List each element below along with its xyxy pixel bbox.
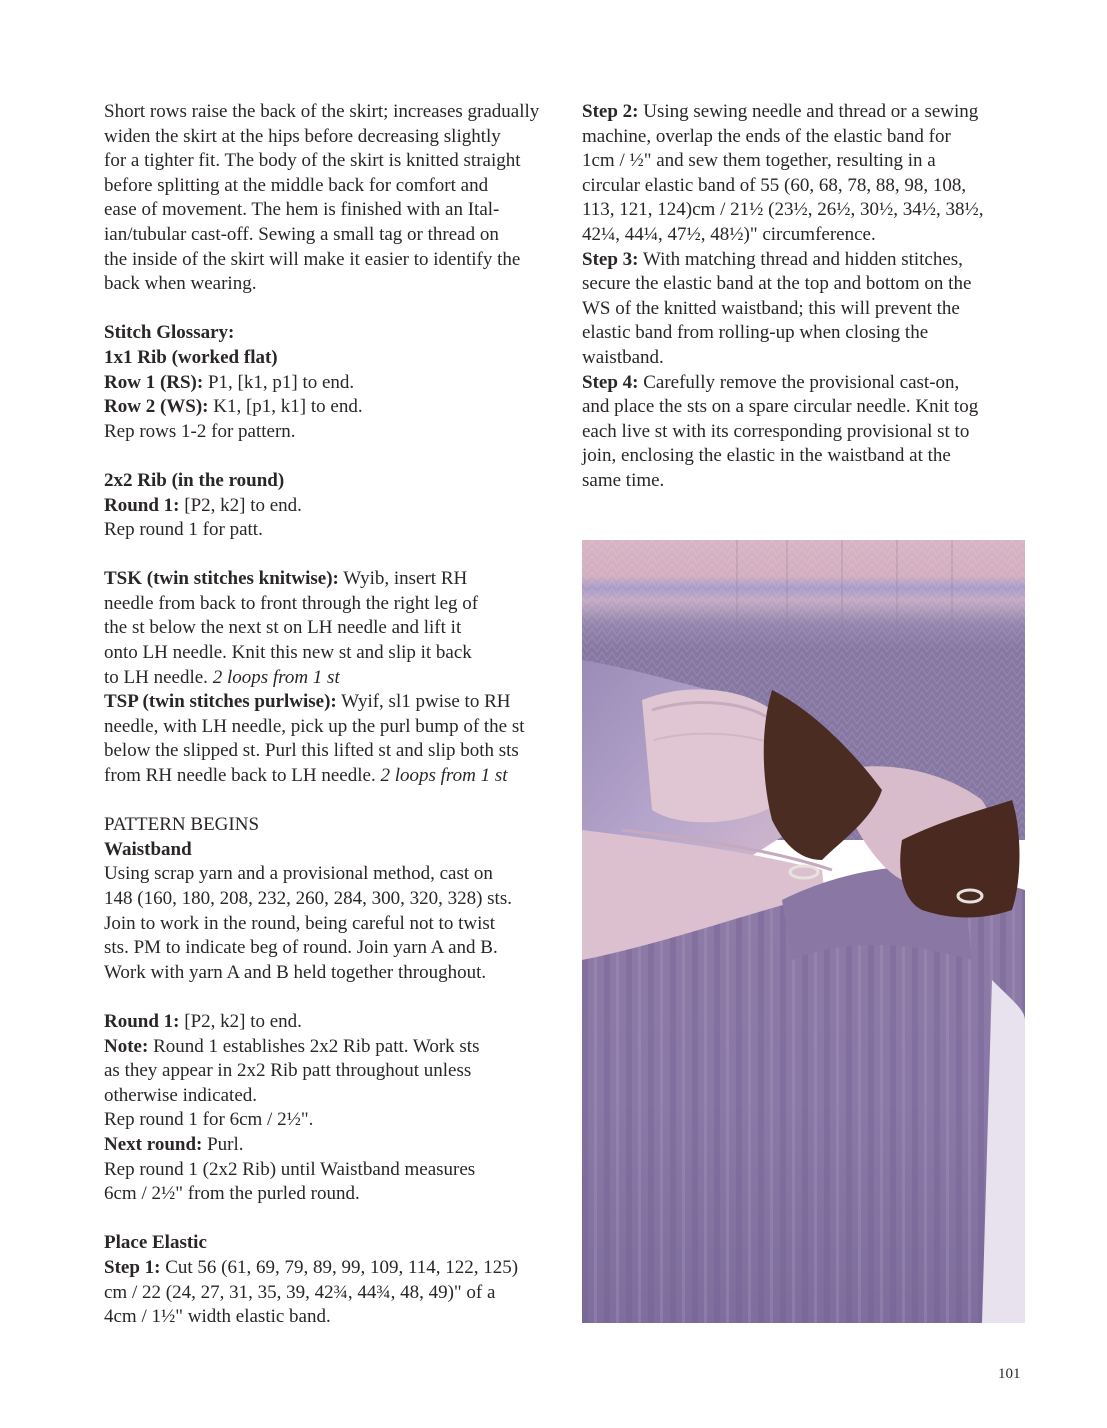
intro-line: the inside of the skirt will make it easier to identify the <box>104 248 521 270</box>
repeat-6cm-text: Rep round 1 for 6cm / 2½". <box>104 1109 314 1131</box>
tsk-note: 2 loops from 1 st <box>212 666 340 688</box>
rib2x2-round1-text: [P2, k2] to end. <box>179 494 302 516</box>
intro-line: ian/tubular cast-off. Sewing a small tag or thread on <box>104 223 499 245</box>
row1-label: Row 1 (RS): <box>104 371 204 393</box>
right-column <box>582 100 1027 494</box>
intro-paragraph <box>104 100 554 297</box>
step2-text: 42¼, 44¼, 47½, 48½)" circumference. <box>582 223 876 245</box>
pattern-begins-heading: PATTERN BEGINS <box>104 814 260 836</box>
repeat-until-text: 6cm / 2½" from the purled round. <box>104 1183 360 1205</box>
waistband-text: Using scrap yarn and a provisional method, cast on <box>104 863 493 885</box>
step2-label: Step 2: <box>582 101 639 122</box>
rib2x2-round1-label: Round 1: <box>104 494 180 516</box>
step2-text: machine, overlap the ends of the elastic band for <box>582 125 951 147</box>
tsk-text: Wyib, insert RH <box>338 568 468 590</box>
note-text: as they appear in 2x2 Rib patt throughout unless <box>104 1060 472 1082</box>
intro-line: before splitting at the middle back for comfort and <box>104 174 489 196</box>
tsp-text: Wyif, sl1 pwise to RH <box>336 691 511 713</box>
repeat-until-text: Rep round 1 (2x2 Rib) until Waistband measures <box>104 1158 476 1180</box>
step3-text: secure the elastic band at the top and bottom on the <box>582 273 972 295</box>
row2-text: K1, [p1, k1] to end. <box>208 396 363 418</box>
rib2x2-heading: 2x2 Rib (in the round) <box>104 469 285 491</box>
rib2x2-repeat: Rep round 1 for patt. <box>104 519 263 541</box>
step1-label: Step 1: <box>104 1256 161 1278</box>
place-elastic-heading: Place Elastic <box>104 1232 207 1254</box>
round1-label: Round 1: <box>104 1010 180 1032</box>
intro-line: back when wearing. <box>104 273 257 295</box>
waistband-text: sts. PM to indicate beg of round. Join yarn A and B. <box>104 937 498 959</box>
step4-text: join, enclosing the elastic in the waistband at the <box>582 445 951 467</box>
step3-text: elastic band from rolling-up when closing the <box>582 322 929 344</box>
note-text: Round 1 establishes 2x2 Rib patt. Work sts <box>148 1035 480 1057</box>
note-text: otherwise indicated. <box>104 1084 258 1106</box>
waistband-heading: Waistband <box>104 838 192 860</box>
tsk-text: the st below the next st on LH needle and lift it <box>104 617 462 639</box>
step1-text: Cut 56 (61, 69, 79, 89, 99, 109, 114, 122, 125) <box>160 1256 519 1278</box>
intro-line: widen the skirt at the hips before decreasing slightly <box>104 125 501 147</box>
intro-line: Short rows raise the back of the skirt; increases gradually <box>104 101 540 122</box>
stitch-glossary <box>104 321 554 788</box>
step4-text: each live st with its corresponding provisional st to <box>582 420 970 442</box>
tsp-text: from RH needle back to LH needle. <box>104 765 381 787</box>
step2-text: circular elastic band of 55 (60, 68, 78, 88, 98, 108, <box>582 174 967 196</box>
knitwear-photo <box>582 540 1025 1323</box>
next-round-label: Next round: <box>104 1133 203 1155</box>
step3-label: Step 3: <box>582 248 639 270</box>
round1-text: [P2, k2] to end. <box>179 1010 302 1032</box>
waistband-text: Work with yarn A and B held together throughout. <box>104 961 487 983</box>
step3-text: WS of the knitted waistband; this will prevent the <box>582 297 960 319</box>
tsk-text: needle from back to front through the right leg of <box>104 592 479 614</box>
waistband-text: 148 (160, 180, 208, 232, 260, 284, 300, 320, 328) sts. <box>104 888 512 909</box>
tsk-label: TSK (twin stitches knitwise): <box>104 568 339 590</box>
rib1x1-repeat: Rep rows 1-2 for pattern. <box>104 420 296 442</box>
tsk-text: onto LH needle. Knit this new st and slip it back <box>104 642 472 664</box>
tsp-text: needle, with LH needle, pick up the purl bump of the st <box>104 715 525 737</box>
intro-line: for a tighter fit. The body of the skirt is knitted straight <box>104 150 521 172</box>
step1-text: cm / 22 (24, 27, 31, 35, 39, 42¾, 44¾, 48, 49)" of a <box>104 1281 496 1303</box>
tsp-label: TSP (twin stitches purlwise): <box>104 691 337 713</box>
step3-text: waistband. <box>582 346 664 368</box>
step4-label: Step 4: <box>582 371 639 393</box>
step2-text: 113, 121, 124)cm / 21½ (23½, 26½, 30½, 34½, 38½, <box>582 199 984 221</box>
waistband-text: Join to work in the round, being careful not to twist <box>104 912 496 934</box>
row1-text: P1, [k1, p1] to end. <box>203 371 355 393</box>
next-round-text: Purl. <box>202 1133 244 1155</box>
tsk-text: to LH needle. <box>104 666 213 688</box>
intro-line: ease of movement. The hem is finished with an Ital- <box>104 199 500 221</box>
step3-text: With matching thread and hidden stitches, <box>638 248 963 270</box>
rib1x1-heading: 1x1 Rib (worked flat) <box>104 346 278 368</box>
row2-label: Row 2 (WS): <box>104 396 209 418</box>
pattern-section <box>104 813 554 1329</box>
step4-text: same time. <box>582 469 665 491</box>
step4-text: and place the sts on a spare circular needle. Knit tog <box>582 396 979 418</box>
glossary-heading: Stitch Glossary: <box>104 322 235 344</box>
page-number: 101 <box>998 1366 1021 1382</box>
left-column <box>104 100 554 1330</box>
step1-text: 4cm / 1½" width elastic band. <box>104 1306 331 1328</box>
note-label: Note: <box>104 1035 149 1057</box>
step2-text: 1cm / ½" and sew them together, resulting in a <box>582 150 936 172</box>
tsp-note: 2 loops from 1 st <box>380 765 508 787</box>
step4-text: Carefully remove the provisional cast-on, <box>638 371 960 393</box>
step2-text: Using sewing needle and thread or a sewing <box>638 101 979 122</box>
tsp-text: below the slipped st. Purl this lifted st and slip both sts <box>104 740 519 762</box>
